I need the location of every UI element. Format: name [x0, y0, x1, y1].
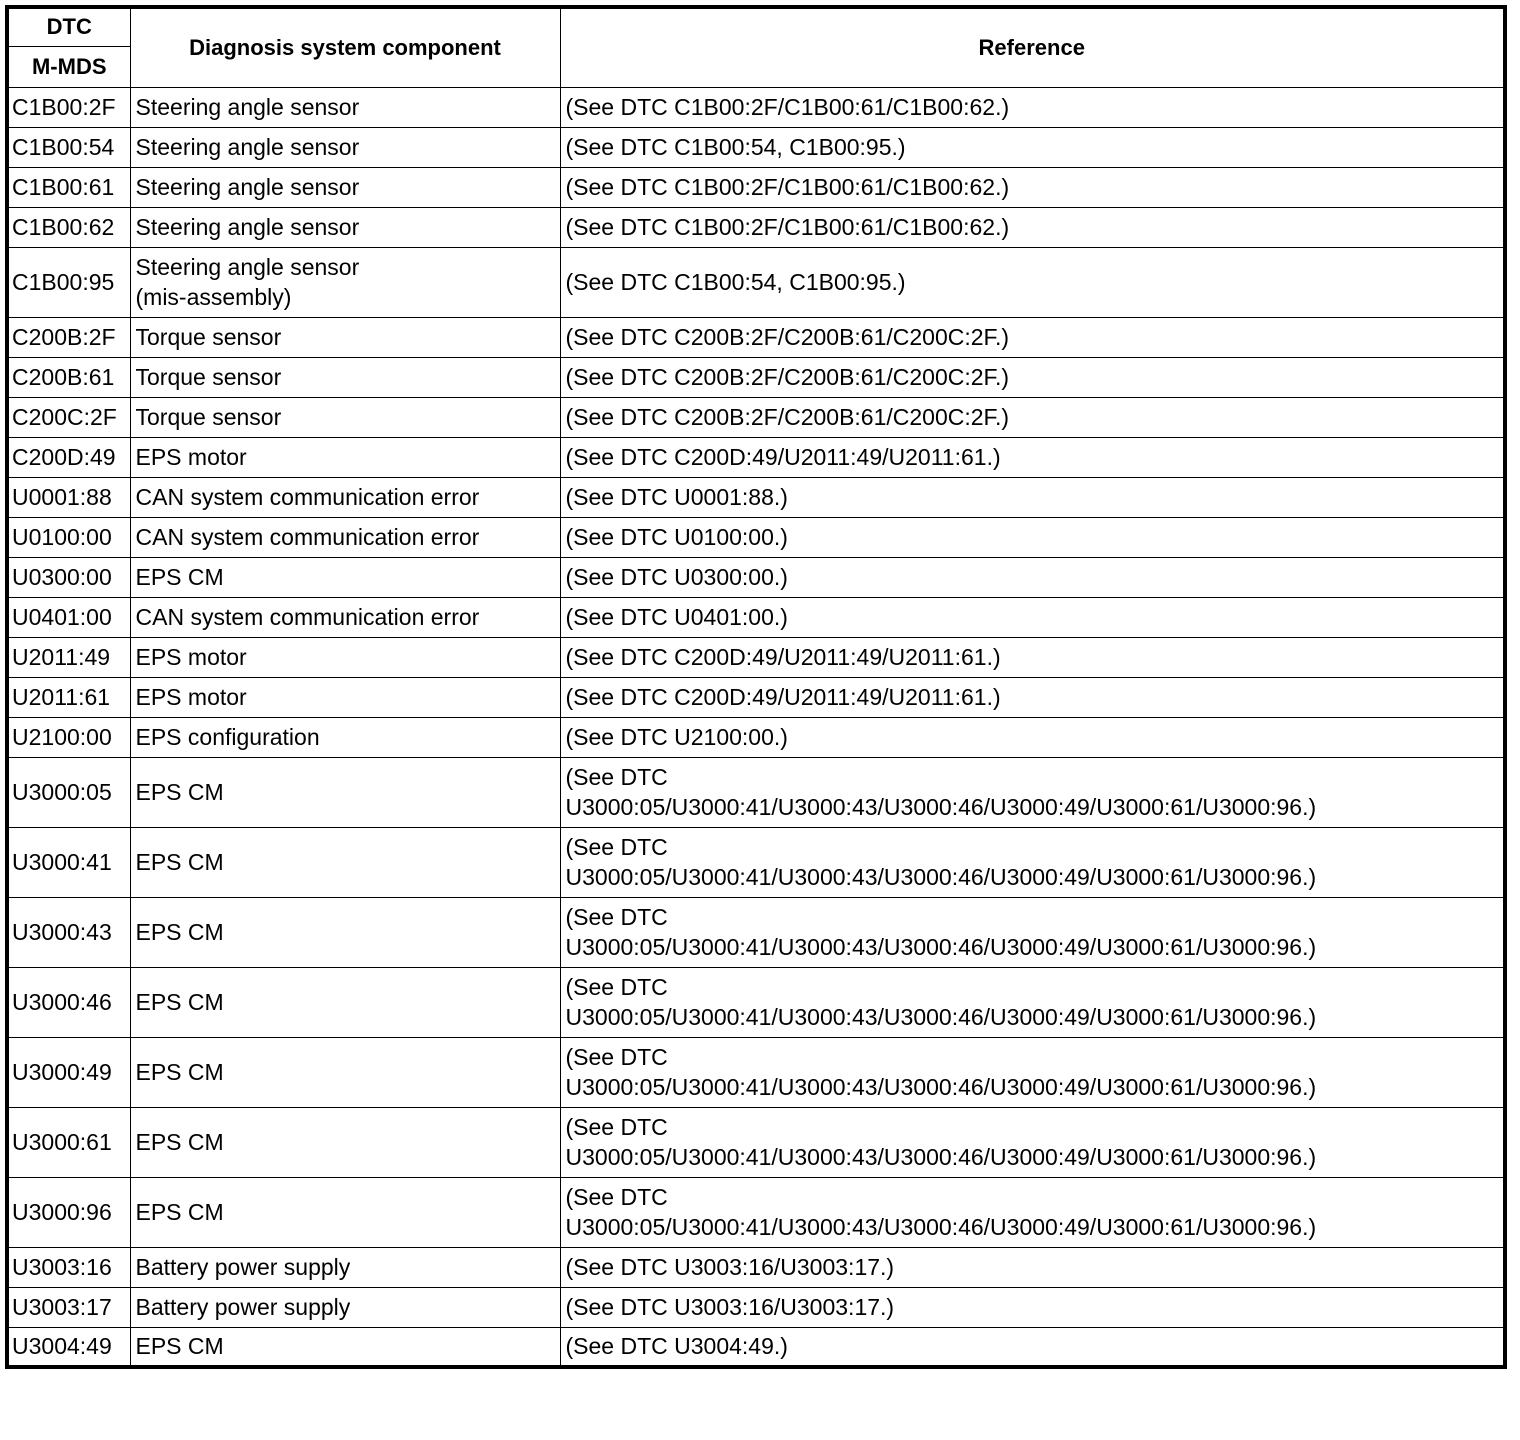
- dtc-code-cell: C1B00:95: [7, 247, 130, 317]
- dtc-code-cell: U3003:17: [7, 1287, 130, 1327]
- reference-text: (See DTC: [565, 904, 668, 930]
- dtc-code-cell: U0300:00: [7, 557, 130, 597]
- reference-text: U3000:05/U3000:41/U3000:43/U3000:46/U3000:49/U3000:61/U3000:96.): [565, 1144, 1317, 1170]
- reference-text: (See DTC C1B00:54, C1B00:95.): [565, 134, 906, 160]
- dtc-code-cell: U3000:61: [7, 1107, 130, 1177]
- table-row: [7, 247, 1505, 317]
- reference-cell: [560, 517, 1505, 557]
- reference-text: (See DTC C1B00:2F/C1B00:61/C1B00:62.): [565, 174, 1010, 200]
- component-text: Torque sensor: [135, 324, 282, 350]
- component-cell: [130, 757, 560, 827]
- reference-text: (See DTC C1B00:2F/C1B00:61/C1B00:62.): [565, 94, 1010, 120]
- component-text: EPS motor: [135, 644, 247, 670]
- reference-cell: [560, 397, 1505, 437]
- component-cell: [130, 207, 560, 247]
- reference-text: (See DTC: [565, 1044, 668, 1070]
- reference-text: (See DTC C200B:2F/C200B:61/C200C:2F.): [565, 364, 1010, 390]
- reference-cell: [560, 247, 1505, 317]
- dtc-code-cell: U2011:61: [7, 677, 130, 717]
- reference-text: (See DTC: [565, 974, 668, 1000]
- reference-cell: [560, 317, 1505, 357]
- dtc-code-cell: C200D:49: [7, 437, 130, 477]
- component-text: CAN system communication error: [135, 604, 480, 630]
- dtc-code-cell: U0401:00: [7, 597, 130, 637]
- header-reference: Reference: [560, 7, 1505, 87]
- component-cell: [130, 167, 560, 207]
- dtc-code-cell: C200B:2F: [7, 317, 130, 357]
- component-text: EPS motor: [135, 684, 247, 710]
- reference-cell: [560, 677, 1505, 717]
- component-cell: [130, 1327, 560, 1367]
- component-cell: [130, 437, 560, 477]
- component-text: Steering angle sensor: [135, 134, 360, 160]
- reference-text: (See DTC U3003:16/U3003:17.): [565, 1294, 895, 1320]
- header-mmds: M-MDS: [7, 46, 130, 87]
- reference-cell: [560, 827, 1505, 897]
- component-text: EPS configuration: [135, 724, 320, 750]
- component-cell: [130, 477, 560, 517]
- dtc-code-cell: U3000:49: [7, 1037, 130, 1107]
- table-row: [7, 437, 1505, 477]
- component-text: EPS CM: [135, 779, 224, 805]
- component-cell: [130, 637, 560, 677]
- table-row: [7, 1287, 1505, 1327]
- reference-cell: [560, 557, 1505, 597]
- reference-text: (See DTC C200D:49/U2011:49/U2011:61.): [565, 684, 1001, 710]
- component-cell: [130, 717, 560, 757]
- component-text: EPS CM: [135, 1129, 224, 1155]
- table-row: [7, 517, 1505, 557]
- component-text: EPS CM: [135, 564, 224, 590]
- table-row: [7, 1107, 1505, 1177]
- component-cell: [130, 397, 560, 437]
- component-cell: [130, 517, 560, 557]
- reference-cell: [560, 717, 1505, 757]
- dtc-code-cell: U2100:00: [7, 717, 130, 757]
- reference-text: (See DTC: [565, 764, 668, 790]
- reference-cell: [560, 477, 1505, 517]
- component-cell: [130, 247, 560, 317]
- component-text: EPS CM: [135, 1333, 224, 1360]
- component-cell: [130, 597, 560, 637]
- reference-text: (See DTC U2100:00.): [565, 724, 788, 750]
- reference-text: (See DTC: [565, 834, 668, 860]
- component-text: EPS CM: [135, 1199, 224, 1225]
- dtc-code-cell: U0001:88: [7, 477, 130, 517]
- reference-text: (See DTC U3004:49.): [565, 1333, 788, 1360]
- component-text: EPS CM: [135, 919, 224, 945]
- table-row: [7, 1037, 1505, 1107]
- dtc-code-cell: C200B:61: [7, 357, 130, 397]
- component-text: Torque sensor: [135, 404, 282, 430]
- table-row: [7, 597, 1505, 637]
- table-row: [7, 677, 1505, 717]
- reference-cell: [560, 1327, 1505, 1367]
- reference-text: U3000:05/U3000:41/U3000:43/U3000:46/U3000:49/U3000:61/U3000:96.): [565, 1214, 1317, 1240]
- table-row: [7, 897, 1505, 967]
- component-text: Battery power supply: [135, 1294, 351, 1320]
- dtc-code-cell: C1B00:61: [7, 167, 130, 207]
- table-row: [7, 127, 1505, 167]
- reference-cell: [560, 207, 1505, 247]
- reference-cell: [560, 1107, 1505, 1177]
- component-cell: [130, 1287, 560, 1327]
- component-text: Steering angle sensor: [135, 174, 360, 200]
- component-cell: [130, 1247, 560, 1287]
- table-row: [7, 317, 1505, 357]
- reference-text: (See DTC U0300:00.): [565, 564, 788, 590]
- reference-text: (See DTC C1B00:2F/C1B00:61/C1B00:62.): [565, 214, 1010, 240]
- header-dtc: DTC: [7, 7, 130, 46]
- dtc-code-cell: U3000:41: [7, 827, 130, 897]
- dtc-code-cell: U3003:16: [7, 1247, 130, 1287]
- reference-cell: [560, 127, 1505, 167]
- reference-text: (See DTC C200D:49/U2011:49/U2011:61.): [565, 644, 1001, 670]
- component-cell: [130, 557, 560, 597]
- dtc-code-cell: U3004:49: [7, 1327, 130, 1367]
- reference-text: U3000:05/U3000:41/U3000:43/U3000:46/U3000:49/U3000:61/U3000:96.): [565, 1004, 1317, 1030]
- reference-text: U3000:05/U3000:41/U3000:43/U3000:46/U3000:49/U3000:61/U3000:96.): [565, 864, 1317, 890]
- component-text: Steering angle sensor: [135, 254, 360, 280]
- dtc-code-cell: C1B00:62: [7, 207, 130, 247]
- table-row: [7, 717, 1505, 757]
- reference-text: (See DTC: [565, 1184, 668, 1210]
- component-cell: [130, 677, 560, 717]
- table-row: [7, 87, 1505, 127]
- reference-text: (See DTC C200B:2F/C200B:61/C200C:2F.): [565, 324, 1010, 350]
- dtc-code-cell: C200C:2F: [7, 397, 130, 437]
- component-text: EPS CM: [135, 849, 224, 875]
- dtc-code-cell: U3000:43: [7, 897, 130, 967]
- reference-text: (See DTC: [565, 1114, 668, 1140]
- reference-text: (See DTC C200D:49/U2011:49/U2011:61.): [565, 444, 1001, 470]
- component-cell: [130, 87, 560, 127]
- dtc-code-cell: U2011:49: [7, 637, 130, 677]
- component-cell: [130, 317, 560, 357]
- component-cell: [130, 897, 560, 967]
- component-text: EPS CM: [135, 989, 224, 1015]
- reference-cell: [560, 897, 1505, 967]
- component-text: Torque sensor: [135, 364, 282, 390]
- reference-text: (See DTC U0001:88.): [565, 484, 788, 510]
- table-row: [7, 167, 1505, 207]
- header-component: Diagnosis system component: [130, 7, 560, 87]
- reference-cell: [560, 1037, 1505, 1107]
- dtc-table: [5, 5, 1507, 1369]
- component-text: CAN system communication error: [135, 484, 480, 510]
- table-row: [7, 357, 1505, 397]
- table-row: [7, 827, 1505, 897]
- reference-cell: [560, 87, 1505, 127]
- table-header: [7, 7, 1505, 87]
- reference-text: U3000:05/U3000:41/U3000:43/U3000:46/U3000:49/U3000:61/U3000:96.): [565, 1074, 1317, 1100]
- component-text: Battery power supply: [135, 1254, 351, 1280]
- dtc-code-cell: U3000:05: [7, 757, 130, 827]
- reference-text: U3000:05/U3000:41/U3000:43/U3000:46/U3000:49/U3000:61/U3000:96.): [565, 934, 1317, 960]
- reference-cell: [560, 1247, 1505, 1287]
- reference-cell: [560, 437, 1505, 477]
- reference-text: (See DTC C1B00:54, C1B00:95.): [565, 269, 906, 295]
- table-row: [7, 207, 1505, 247]
- component-cell: [130, 1107, 560, 1177]
- component-text: Steering angle sensor: [135, 214, 360, 240]
- component-text: EPS motor: [135, 444, 247, 470]
- component-cell: [130, 357, 560, 397]
- dtc-code-cell: C1B00:54: [7, 127, 130, 167]
- dtc-code-cell: U0100:00: [7, 517, 130, 557]
- reference-text: (See DTC U0100:00.): [565, 524, 788, 550]
- reference-text: (See DTC U0401:00.): [565, 604, 788, 630]
- reference-cell: [560, 967, 1505, 1037]
- reference-cell: [560, 357, 1505, 397]
- dtc-code-cell: C1B00:2F: [7, 87, 130, 127]
- reference-cell: [560, 1177, 1505, 1247]
- component-cell: [130, 127, 560, 167]
- component-cell: [130, 967, 560, 1037]
- dtc-code-cell: U3000:46: [7, 967, 130, 1037]
- table-row: [7, 637, 1505, 677]
- table-row: [7, 757, 1505, 827]
- table-row: [7, 397, 1505, 437]
- component-cell: [130, 1177, 560, 1247]
- table-row: [7, 557, 1505, 597]
- reference-text: (See DTC C200B:2F/C200B:61/C200C:2F.): [565, 404, 1010, 430]
- reference-text: (See DTC U3003:16/U3003:17.): [565, 1254, 895, 1280]
- component-text: CAN system communication error: [135, 524, 480, 550]
- reference-cell: [560, 597, 1505, 637]
- component-text: (mis-assembly): [135, 284, 292, 310]
- table-row: [7, 967, 1505, 1037]
- header-row: [7, 7, 1505, 46]
- table-row: [7, 477, 1505, 517]
- dtc-code-cell: U3000:96: [7, 1177, 130, 1247]
- component-text: EPS CM: [135, 1059, 224, 1085]
- table-body: [7, 87, 1505, 1367]
- component-cell: [130, 1037, 560, 1107]
- reference-cell: [560, 637, 1505, 677]
- reference-cell: [560, 757, 1505, 827]
- component-cell: [130, 827, 560, 897]
- table-row: [7, 1327, 1505, 1367]
- reference-cell: [560, 1287, 1505, 1327]
- reference-text: U3000:05/U3000:41/U3000:43/U3000:46/U3000:49/U3000:61/U3000:96.): [565, 794, 1317, 820]
- table-row: [7, 1247, 1505, 1287]
- reference-cell: [560, 167, 1505, 207]
- table-row: [7, 1177, 1505, 1247]
- component-text: Steering angle sensor: [135, 94, 360, 120]
